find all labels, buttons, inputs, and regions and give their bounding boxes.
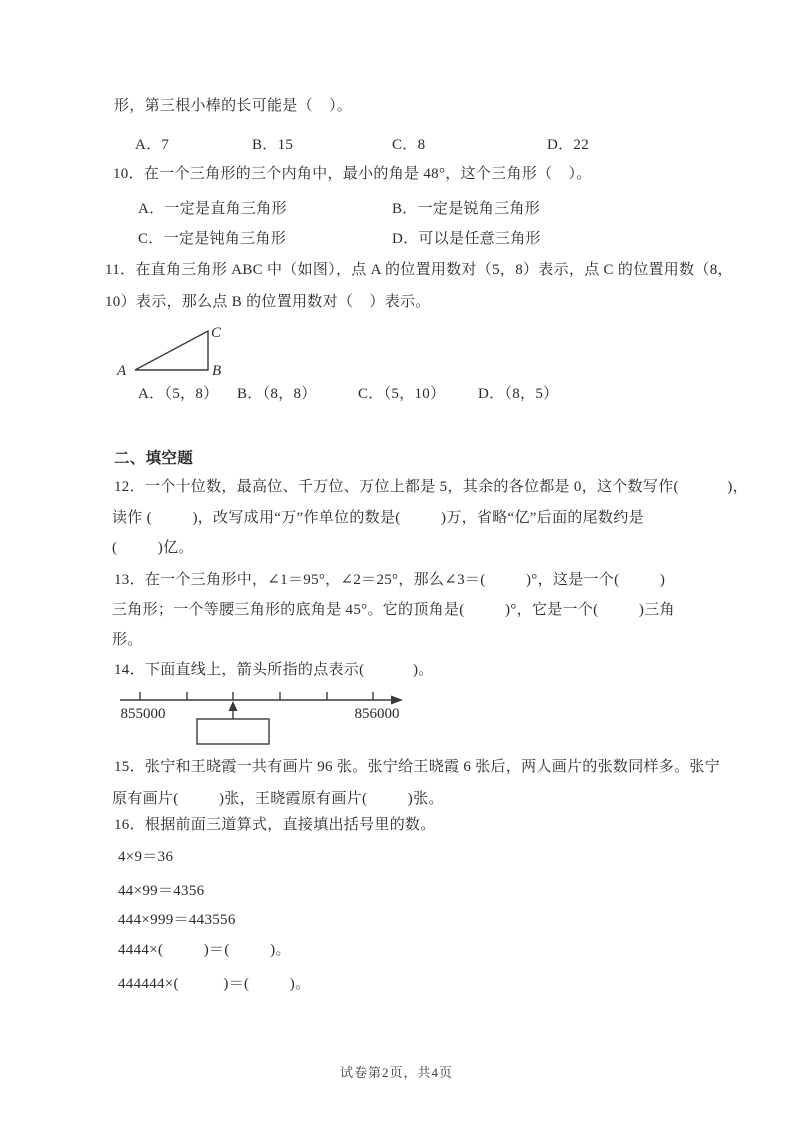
question-12-line3: ( )亿。: [112, 540, 194, 556]
right-arrowhead-icon: [391, 696, 403, 705]
page-footer: 试卷第2页，共4页: [339, 1065, 453, 1080]
section-2-title: 二、填空题: [114, 450, 194, 467]
question-11-stem-line1: 11．在直角三角形 ABC 中（如图），点 A 的位置用数对（5，8）表示，点 C 的位置用数（8，: [105, 262, 733, 278]
question-13-line2: 三角形；一个等腰三角形的底角是 45°。它的顶角是( )°，它是一个( )三角: [112, 602, 675, 618]
question-10-option-b: B．一定是锐角三角形: [392, 201, 541, 217]
number-line-diagram: [95, 683, 425, 753]
question-16-equation-2: 44×99＝4356: [118, 883, 205, 899]
answer-box: [197, 719, 269, 744]
question-10-option-d: D．可以是任意三角形: [392, 231, 541, 247]
question-16-equation-1: 4×9＝36: [118, 849, 174, 865]
question-15-line1: 15．张宁和王晓霞一共有画片 96 张。张宁给王晓霞 6 张后，两人画片的张数同样多。张宁: [114, 759, 721, 775]
question-9-option-b: B．15: [252, 137, 294, 153]
triangle-vertex-b-label: B: [212, 363, 222, 379]
question-16-stem: 16．根据前面三道算式，直接填出括号里的数。: [114, 817, 436, 833]
question-11-option-b: B．（8，8）: [237, 386, 317, 402]
number-line-left-label: 855000: [120, 706, 166, 722]
question-11-stem-line2: 10）表示，那么点 B 的位置用数对（ ）表示。: [105, 294, 431, 310]
question-9-option-d: D．22: [547, 137, 590, 153]
question-10-option-a: A．一定是直角三角形: [138, 201, 287, 217]
question-14-stem: 14．下面直线上，箭头所指的点表示( )。: [114, 662, 434, 678]
triangle-vertex-c-label: C: [211, 325, 222, 341]
question-16-equation-4: 4444×( )＝( )。: [118, 942, 291, 958]
question-9-continuation: 形，第三根小棒的长可能是（ ）。: [114, 98, 353, 114]
question-11-option-c: C．（5，10）: [358, 386, 446, 402]
question-16-equation-3: 444×999＝443556: [118, 912, 236, 928]
question-11-option-d: D．（8，5）: [478, 386, 559, 402]
question-16-equation-5: 444444×( )＝( )。: [118, 976, 311, 992]
question-13-line1: 13．在一个三角形中，∠1＝95°，∠2＝25°，那么∠3＝( )°，这是一个( ): [114, 572, 666, 588]
question-15-line2: 原有画片( )张，王晓霞原有画片( )张。: [112, 791, 444, 807]
question-10-stem: 10．在一个三角形的三个内角中，最小的角是 48°，这个三角形（ ）。: [113, 166, 592, 182]
number-line-right-label: 856000: [354, 706, 400, 722]
question-13-line3: 形。: [112, 632, 143, 648]
question-11-option-a: A．（5，8）: [138, 386, 219, 402]
question-12-line2: 读作 ( )，改写成用“万”作单位的数是( )万，省略“亿”后面的尾数约是: [112, 510, 644, 526]
right-triangle-shape: [135, 331, 208, 370]
triangle-diagram: [108, 313, 238, 381]
up-arrowhead-icon: [229, 701, 238, 711]
question-9-option-c: C．8: [392, 137, 426, 153]
triangle-vertex-a-label: A: [117, 363, 127, 379]
question-12-line1: 12．一个十位数，最高位、千万位、万位上都是 5，其余的各位都是 0，这个数写作( )，: [114, 479, 748, 495]
question-10-option-c: C．一定是钝角三角形: [138, 231, 287, 247]
question-9-option-a: A．7: [135, 137, 170, 153]
